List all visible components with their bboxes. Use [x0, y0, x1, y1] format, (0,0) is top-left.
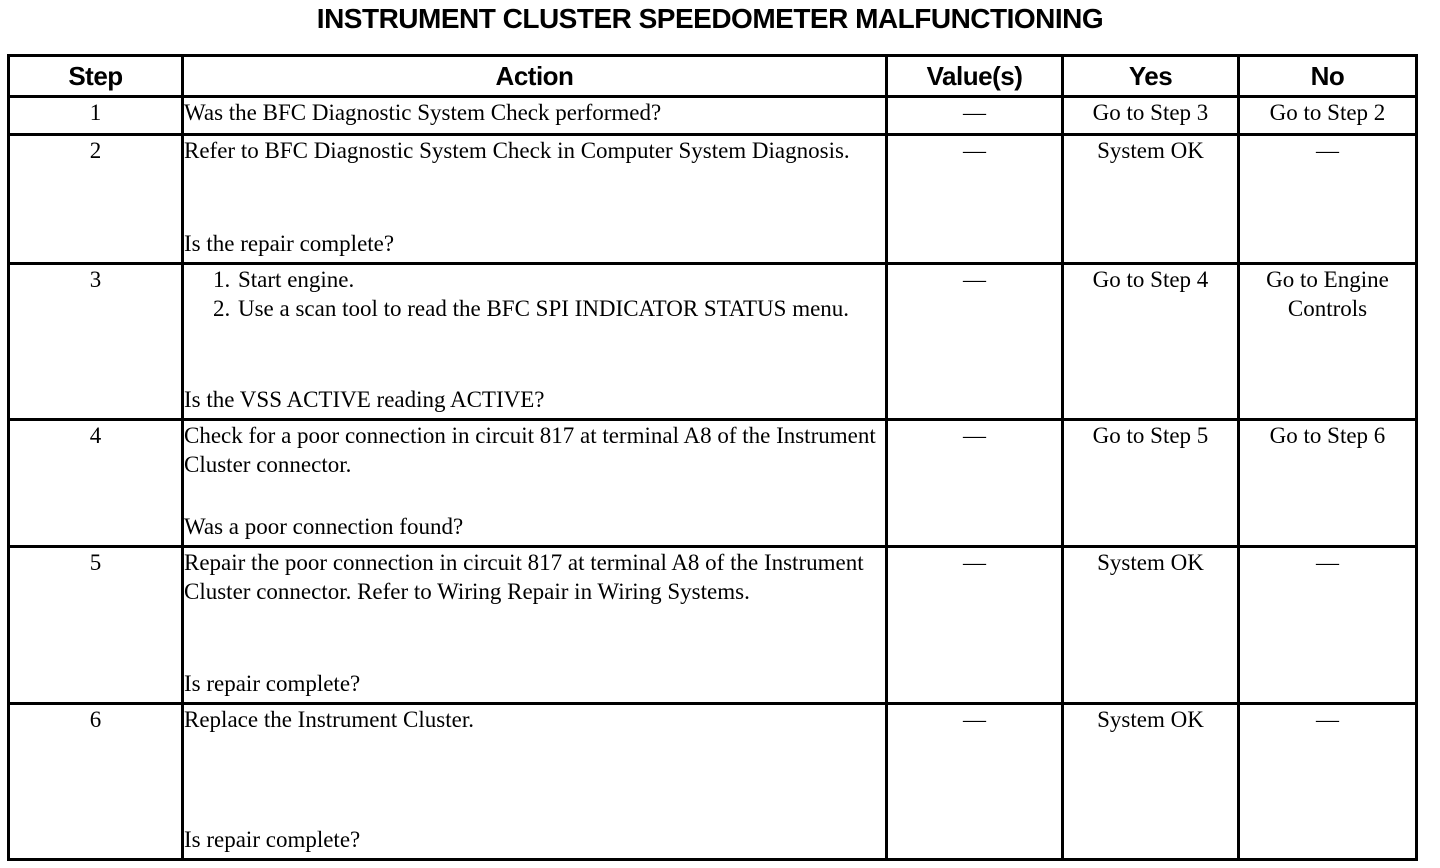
action-question: Is repair complete? — [184, 827, 361, 852]
table-row — [9, 420, 1417, 547]
action-question: Is repair complete? — [184, 671, 361, 696]
table-row — [9, 547, 1417, 704]
action-steps-list — [184, 265, 885, 323]
header-values: Value(s) — [887, 56, 1063, 97]
value-cell: — — [887, 135, 1063, 264]
value-cell: — — [887, 264, 1063, 420]
yes-cell: System OK — [1063, 135, 1239, 264]
header-row — [9, 56, 1417, 97]
no-cell: Go to Step 6 — [1239, 420, 1417, 547]
value-cell: — — [887, 97, 1063, 135]
yes-cell: System OK — [1063, 704, 1239, 860]
action-cell — [183, 547, 887, 704]
yes-cell: Go to Step 3 — [1063, 97, 1239, 135]
action-text: Was the BFC Diagnostic System Check performed? — [183, 97, 887, 135]
step-number: 1 — [9, 97, 183, 135]
step-number: 2 — [9, 135, 183, 264]
action-text: Replace the Instrument Cluster. — [184, 707, 474, 732]
table-row — [9, 264, 1417, 420]
table-row — [9, 135, 1417, 264]
header-action: Action — [183, 56, 887, 97]
yes-cell: Go to Step 4 — [1063, 264, 1239, 420]
action-cell — [183, 264, 887, 420]
table-row — [9, 97, 1417, 135]
page-title: INSTRUMENT CLUSTER SPEEDOMETER MALFUNCTIONING — [316, 3, 1104, 34]
action-text: Check for a poor connection in circuit 817 at terminal A8 of the Instrument Cluster connector. — [184, 423, 876, 477]
table-row — [9, 704, 1417, 860]
action-question: Is the repair complete? — [184, 231, 395, 256]
no-cell: — — [1239, 547, 1417, 704]
header-yes: Yes — [1063, 56, 1239, 97]
header-no: No — [1239, 56, 1417, 97]
value-cell: — — [887, 420, 1063, 547]
value-cell: — — [887, 704, 1063, 860]
action-question: Is the VSS ACTIVE reading ACTIVE? — [184, 387, 545, 412]
step-number: 5 — [9, 547, 183, 704]
no-cell: Go to Step 2 — [1239, 97, 1417, 135]
no-cell: — — [1239, 704, 1417, 860]
diagnostic-table — [7, 54, 1418, 861]
no-cell: Go to Engine Controls — [1239, 264, 1417, 420]
step-number: 4 — [9, 420, 183, 547]
list-item: 2. Use a scan tool to read the BFC SPI INDICATOR STATUS menu. — [236, 294, 885, 323]
yes-cell: System OK — [1063, 547, 1239, 704]
yes-cell: Go to Step 5 — [1063, 420, 1239, 547]
step-number: 3 — [9, 264, 183, 420]
header-step: Step — [9, 56, 183, 97]
action-cell — [183, 420, 887, 547]
list-item: 1. Start engine. — [236, 265, 885, 294]
step-number: 6 — [9, 704, 183, 860]
action-question: Was a poor connection found? — [184, 514, 464, 539]
action-text: Repair the poor connection in circuit 817 at terminal A8 of the Instrument Cluster connector. Refer to Wiring Repair in Wiring Systems. — [184, 550, 864, 604]
action-cell — [183, 135, 887, 264]
action-text: Refer to BFC Diagnostic System Check in Computer System Diagnosis. — [184, 138, 850, 163]
action-cell — [183, 704, 887, 860]
value-cell: — — [887, 547, 1063, 704]
no-cell: — — [1239, 135, 1417, 264]
